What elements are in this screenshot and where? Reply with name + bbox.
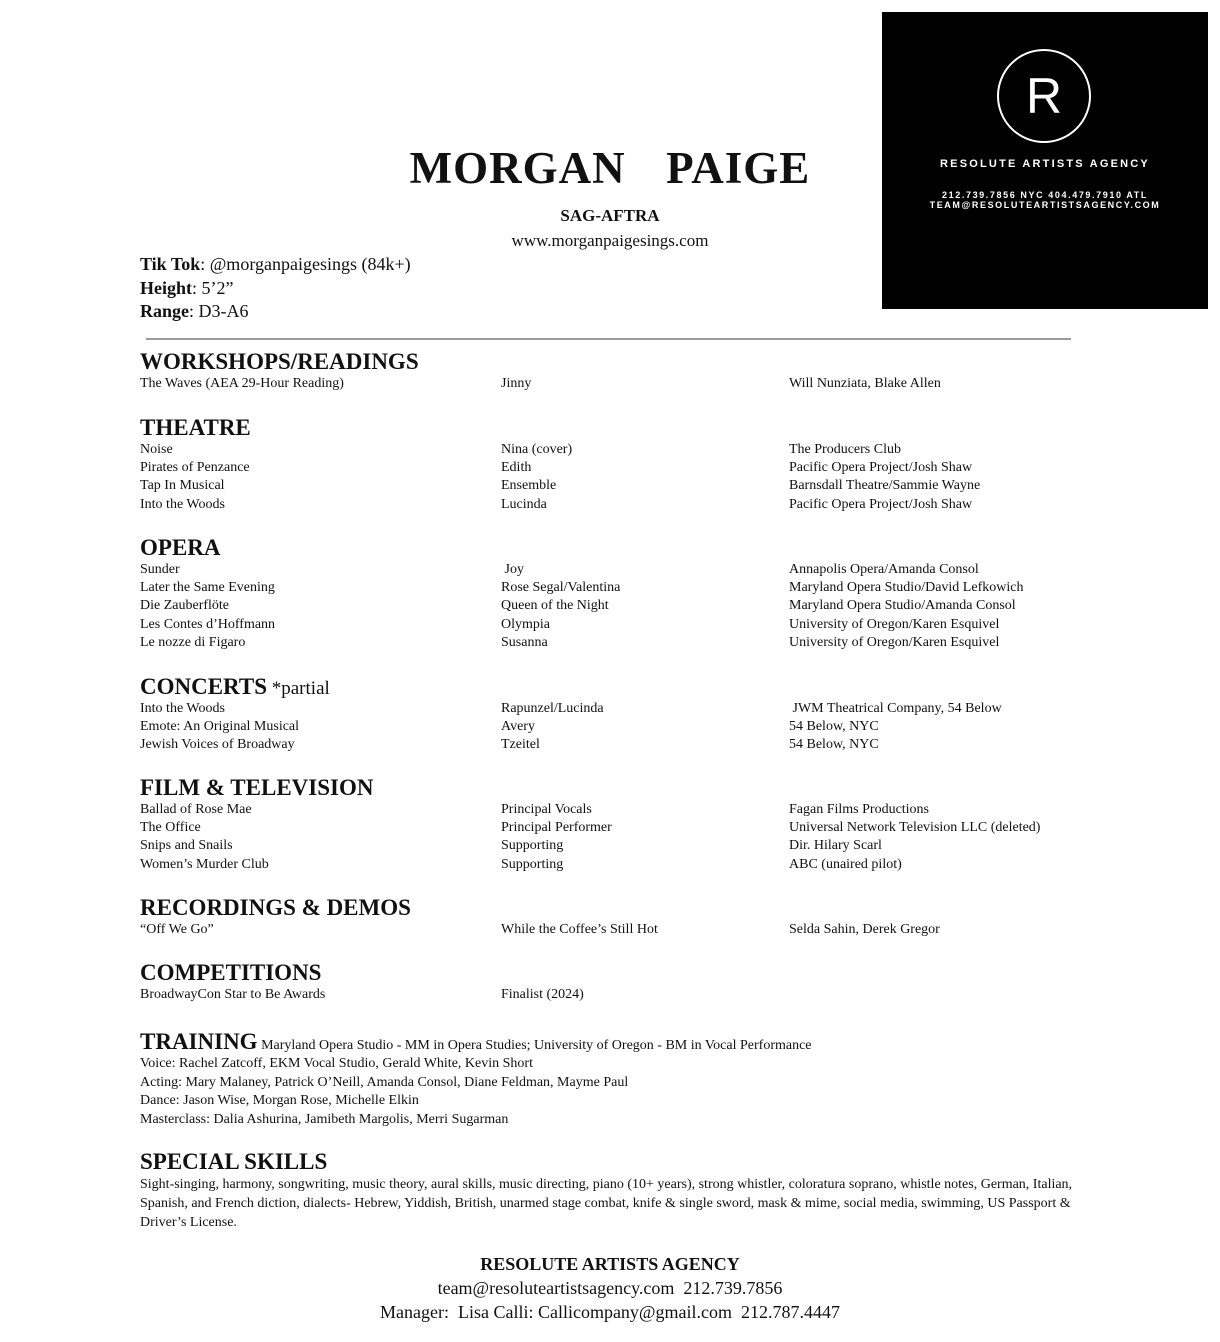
credit-row	[140, 579, 1080, 597]
section-film-television	[140, 775, 1080, 874]
website-link[interactable]: www.morganpaigesings.com	[511, 231, 709, 250]
credit-company: Pacific Opera Project/Josh Shaw	[789, 460, 973, 476]
credit-company: Annapolis Opera/Amanda Consol	[789, 562, 979, 577]
credit-company: 54 Below, NYC	[789, 737, 879, 753]
section-note: *partial	[267, 678, 330, 699]
credit-role: Lucinda	[501, 496, 547, 512]
section-theatre	[140, 415, 1080, 514]
section-title: COMPETITIONS	[140, 960, 322, 985]
credit-title: Jewish Voices of Broadway	[140, 737, 295, 753]
section-opera	[140, 535, 1080, 652]
logo-agency-name: RESOLUTE ARTISTS AGENCY	[940, 158, 1150, 170]
credit-role: Rapunzel/Lucinda	[501, 701, 604, 716]
stat-label: Range	[140, 301, 189, 321]
credit-title: The Office	[140, 820, 201, 836]
credit-title: Die Zauberflöte	[140, 598, 230, 614]
logo-email: TEAM@RESOLUTEARTISTSAGENCY.COM	[929, 200, 1161, 210]
credit-company: Selda Sahin, Derek Gregor	[789, 922, 940, 937]
stat-value: : @morganpaigesings (84k+)	[200, 254, 411, 274]
training-acting: Acting: Mary Malaney, Patrick O’Neill, Amanda Consol, Diane Feldman, Mayme Paul	[140, 1074, 629, 1090]
section-title: FILM & TELEVISION	[140, 775, 374, 800]
credit-row	[140, 375, 1080, 393]
credit-role: Ensemble	[501, 478, 557, 494]
performer-name: MORGAN PAIGE	[409, 143, 811, 193]
credit-company: The Producers Club	[789, 442, 901, 457]
credit-role: Avery	[501, 719, 535, 735]
credit-company: University of Oregon/Karen Esquivel	[789, 616, 1000, 632]
credit-role: Finalist (2024)	[501, 987, 584, 1002]
credit-row	[140, 819, 1080, 837]
credit-role: Tzeitel	[501, 737, 540, 753]
credit-company: JWM Theatrical Company, 54 Below	[789, 701, 1002, 716]
stat-value: : D3-A6	[189, 301, 249, 321]
credit-title: Noise	[140, 442, 173, 457]
credit-row	[140, 986, 1080, 1004]
credit-title: Women’s Murder Club	[140, 856, 269, 872]
credit-role: Susanna	[501, 634, 548, 650]
skills-text: Sight-singing, harmony, songwriting, music theory, aural skills, music directing, piano (10+ years), strong whistler, coloratura soprano, whistle notes, German, Italian, Spanish, and French diction, dialects- Hebrew, Yiddish, British, unarmed stage combat, knife & single sword, mask & mime, social media, swimming, US Passport & Driver’s License.	[140, 1177, 1073, 1230]
section-title	[140, 674, 1080, 700]
credit-role: Edith	[501, 460, 532, 476]
credit-row	[140, 459, 1080, 477]
credit-title: Snips and Snails	[140, 838, 233, 854]
credit-row	[140, 496, 1080, 514]
header-divider	[146, 338, 1071, 340]
credit-title: Pirates of Penzance	[140, 460, 250, 476]
credit-company: ABC (unaired pilot)	[789, 856, 902, 872]
credit-title: Emote: An Original Musical	[140, 719, 300, 735]
credit-row	[140, 597, 1080, 615]
credit-row	[140, 736, 1080, 754]
training-dance: Dance: Jason Wise, Morgan Rose, Michelle Elkin	[140, 1093, 419, 1109]
agency-logo-mark: R	[997, 49, 1091, 143]
credit-company: Maryland Opera Studio/David Lefkowich	[789, 580, 1024, 596]
section-concerts	[140, 674, 1080, 755]
credit-role: Queen of the Night	[501, 598, 609, 614]
footer-manager-contact: Manager: Lisa Calli: Callicompany@gmail.com 212.787.4447	[380, 1302, 840, 1322]
credit-title: BroadwayCon Star to Be Awards	[140, 987, 326, 1002]
footer-agency-name: RESOLUTE ARTISTS AGENCY	[480, 1254, 740, 1274]
stat-label: Tik Tok	[140, 254, 201, 274]
section-title: WORKSHOPS/READINGS	[140, 349, 419, 374]
section-training	[140, 1029, 1080, 1129]
credit-role: Jinny	[501, 376, 532, 391]
credit-row	[140, 801, 1080, 819]
training-degrees: Maryland Opera Studio - MM in Opera Studies; University of Oregon - BM in Vocal Performance	[257, 1038, 812, 1053]
credit-company: University of Oregon/Karen Esquivel	[789, 634, 1000, 650]
credit-row	[140, 477, 1080, 495]
agency-footer	[0, 1252, 1220, 1324]
stat-range	[140, 300, 411, 324]
credit-title: Les Contes d’Hoffmann	[140, 616, 276, 632]
credit-company: Pacific Opera Project/Josh Shaw	[789, 496, 973, 512]
credit-title: Le nozze di Figaro	[140, 634, 246, 650]
credit-role: Joy	[501, 562, 524, 577]
section-special-skills	[140, 1149, 1080, 1232]
credit-company: Maryland Opera Studio/Amanda Consol	[789, 598, 1016, 614]
section-title: OPERA	[140, 535, 221, 560]
credit-row	[140, 718, 1080, 736]
credit-company: 54 Below, NYC	[789, 719, 879, 735]
credit-company: Universal Network Television LLC (deleted)	[789, 820, 1041, 836]
credit-title: Ballad of Rose Mae	[140, 802, 252, 817]
credit-row	[140, 561, 1080, 579]
section-title-text: CONCERTS	[140, 674, 267, 699]
performer-stats	[140, 253, 411, 324]
credit-row	[140, 634, 1080, 652]
credit-role: Principal Vocals	[501, 802, 592, 817]
section-title: RECORDINGS & DEMOS	[140, 895, 411, 920]
credit-role: Supporting	[501, 856, 564, 872]
training-voice: Voice: Rachel Zatcoff, EKM Vocal Studio, Gerald White, Kevin Short	[140, 1056, 533, 1071]
union-affiliation: SAG-AFTRA	[560, 206, 660, 225]
credit-row	[140, 856, 1080, 874]
section-title-text: TRAINING	[140, 1029, 258, 1054]
credit-title: Later the Same Evening	[140, 580, 275, 596]
section-title	[140, 1029, 1080, 1055]
stat-label: Height	[140, 277, 192, 298]
credit-title: The Waves (AEA 29-Hour Reading)	[140, 376, 344, 391]
credit-title: Into the Woods	[140, 701, 225, 716]
credit-title: Sunder	[140, 562, 180, 577]
credit-row	[140, 616, 1080, 634]
stat-height	[140, 277, 411, 301]
credit-role: Principal Performer	[501, 820, 612, 836]
logo-phones: 212.739.7856 NYC 404.479.7910 ATL	[942, 190, 1148, 200]
section-recordings	[140, 895, 1080, 939]
footer-agency-contact: team@resoluteartistsagency.com 212.739.7856	[437, 1278, 783, 1298]
section-title: SPECIAL SKILLS	[140, 1149, 328, 1174]
credit-title: “Off We Go”	[140, 922, 214, 937]
training-masterclass: Masterclass: Dalia Ashurina, Jamibeth Margolis, Merri Sugarman	[140, 1111, 509, 1127]
credit-company: Dir. Hilary Scarl	[789, 838, 882, 854]
credit-row	[140, 921, 1080, 939]
credit-company: Barnsdall Theatre/Sammie Wayne	[789, 478, 981, 494]
credit-role: Rose Segal/Valentina	[501, 580, 621, 596]
stat-value: : 5’2”	[192, 277, 234, 298]
credit-role: Nina (cover)	[501, 442, 573, 457]
section-competitions	[140, 960, 1080, 1004]
stat-tiktok	[140, 253, 411, 277]
credit-role: While the Coffee’s Still Hot	[501, 922, 658, 937]
credit-title: Into the Woods	[140, 496, 225, 512]
credit-role: Olympia	[501, 616, 550, 632]
credit-company: Fagan Films Productions	[789, 802, 930, 817]
credit-row	[140, 441, 1080, 459]
credit-title: Tap In Musical	[140, 478, 225, 494]
credit-role: Supporting	[501, 838, 564, 854]
section-title: THEATRE	[140, 415, 251, 440]
credit-company: Will Nunziata, Blake Allen	[789, 376, 941, 391]
credit-row	[140, 700, 1080, 718]
section-workshops	[140, 349, 1080, 393]
credit-row	[140, 837, 1080, 855]
